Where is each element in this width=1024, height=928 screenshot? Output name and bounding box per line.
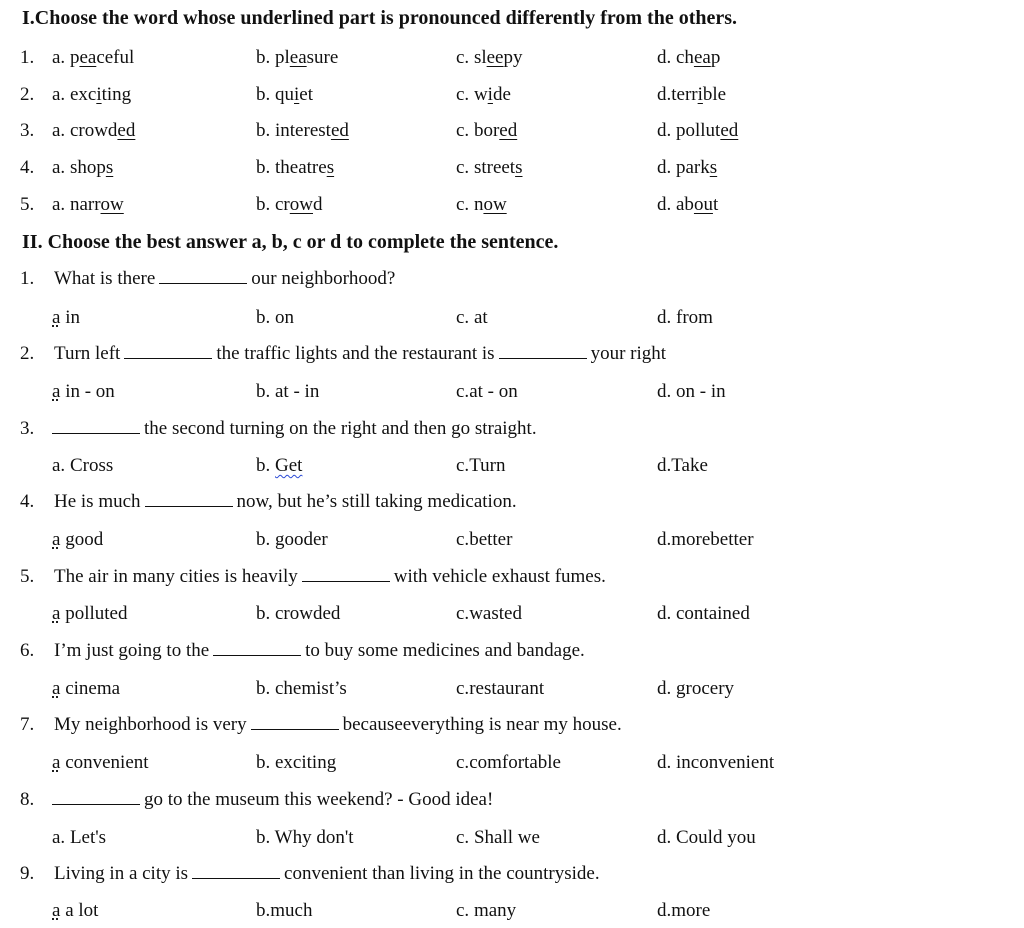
s2-q8-option-b: b. Why don't [256,827,354,848]
s1-q5-option-b: b. crowd [256,194,323,215]
s2-q1-option-b: b. on [256,307,294,328]
s2-q3-stem: the second turning on the right and then go straight. [48,419,537,438]
s1-q1-number: 1. [20,47,35,68]
s2-q7-number: 7. [20,714,35,735]
s1-q1-option-b: b. pleasure [256,47,339,68]
s2-q8-option-a: a. Let's [52,827,107,848]
s2-q4-option-c: c.better [456,529,513,550]
s2-q4-stem: He is much now, but he’s still taking medication. [54,491,517,512]
s1-q5-option-d: d. about [657,194,719,215]
s1-q2-number: 2. [20,84,35,105]
s2-q6-option-d: d. grocery [657,678,735,699]
s1-q2-option-a: a. exciting [52,84,132,105]
s2-q5-option-c: c.wasted [456,603,522,624]
s2-q5-number: 5. [20,566,35,587]
s2-q3-option-a: a. Cross [52,455,114,476]
s2-q8-stem: go to the museum this weekend? - Good idea! [48,790,493,809]
s2-q1-option-c: c. at [456,307,488,328]
s2-q7-option-b: b. exciting [256,752,337,773]
s2-q5-stem: The air in many cities is heavily with vehicle exhaust fumes. [54,566,606,587]
s2-q9-option-c: c. many [456,900,517,921]
s2-q2-option-c: c.at - on [456,381,518,402]
s2-q6-option-a: a cinema [52,678,121,699]
s1-q1-option-a: a. peaceful [52,47,135,68]
s1-q3-option-d: d. polluted [657,120,739,141]
answer-blank [52,790,140,805]
s1-q1-option-c: c. sleepy [456,47,523,68]
s1-q4-option-b: b. theatres [256,157,335,178]
s2-q2-stem: Turn left the traffic lights and the restaurant is your right [54,343,667,364]
s2-q9-stem: Living in a city is convenient than living in the countryside. [54,863,600,884]
s2-q3-option-c: c.Turn [456,455,506,476]
answer-blank [192,864,280,879]
answer-blank [213,641,301,656]
s1-q3-number: 3. [20,120,35,141]
s2-q4-number: 4. [20,491,35,512]
s2-q6-number: 6. [20,640,35,661]
answer-blank [251,715,339,730]
s1-q4-number: 4. [20,157,35,178]
answer-blank [499,344,587,359]
s2-q2-option-a: a in - on [52,381,115,402]
section-2-title: II. Choose the best answer a, b, c or d to complete the sentence. [22,231,559,253]
s2-q1-number: 1. [20,268,35,289]
s2-q1-option-a: a in [52,307,80,328]
answer-blank [52,419,140,434]
s2-q6-option-c: c.restaurant [456,678,545,699]
s2-q7-option-d: d. inconvenient [657,752,775,773]
s1-q3-option-b: b. interested [256,120,349,141]
s2-q8-option-c: c. Shall we [456,827,540,848]
s2-q2-option-d: d. on - in [657,381,726,402]
s2-q9-option-d: d.more [657,900,711,921]
s2-q7-option-c: c.comfortable [456,752,561,773]
s2-q8-number: 8. [20,789,35,810]
s1-q4-option-a: a. shops [52,157,114,178]
s1-q2-option-b: b. quiet [256,84,313,105]
s2-q2-number: 2. [20,343,35,364]
s2-q4-option-a: a good [52,529,104,550]
s1-q4-option-c: c. streets [456,157,523,178]
s2-q6-stem: I’m just going to the to buy some medicines and bandage. [54,640,585,661]
s1-q4-option-d: d. parks [657,157,718,178]
s2-q5-option-d: d. contained [657,603,750,624]
s2-q6-option-b: b. chemist’s [256,678,347,699]
answer-blank [124,344,212,359]
s2-q5-option-b: b. crowded [256,603,341,624]
s2-q4-option-d: d.morebetter [657,529,754,550]
s2-q7-option-a: a convenient [52,752,149,773]
s1-q3-option-a: a. crowded [52,120,136,141]
s1-q5-number: 5. [20,194,35,215]
s2-q5-option-a: a polluted [52,603,128,624]
answer-blank [302,567,390,582]
s2-q3-number: 3. [20,418,35,439]
s2-q4-option-b: b. gooder [256,529,328,550]
s2-q7-stem: My neighborhood is very becauseeverything is near my house. [54,714,622,735]
answer-blank [159,269,247,284]
section-1-title: I.Choose the word whose underlined part is pronounced differently from the others. [22,7,738,29]
s1-q1-option-d: d. cheap [657,47,721,68]
s2-q3-option-b: b. Get [256,455,303,476]
s2-q9-number: 9. [20,863,35,884]
s2-q8-option-d: d. Could you [657,827,756,848]
s2-q1-option-d: d. from [657,307,713,328]
s1-q3-option-c: c. bored [456,120,518,141]
s1-q2-option-d: d.terrible [657,84,727,105]
answer-blank [145,492,233,507]
s2-q2-option-b: b. at - in [256,381,320,402]
s1-q5-option-a: a. narrow [52,194,124,215]
s2-q9-option-b: b.much [256,900,313,921]
s1-q2-option-c: c. wide [456,84,511,105]
s1-q5-option-c: c. now [456,194,507,215]
s2-q9-option-a: a a lot [52,900,99,921]
s2-q1-stem: What is there our neighborhood? [54,268,396,289]
s2-q3-option-d: d.Take [657,455,708,476]
